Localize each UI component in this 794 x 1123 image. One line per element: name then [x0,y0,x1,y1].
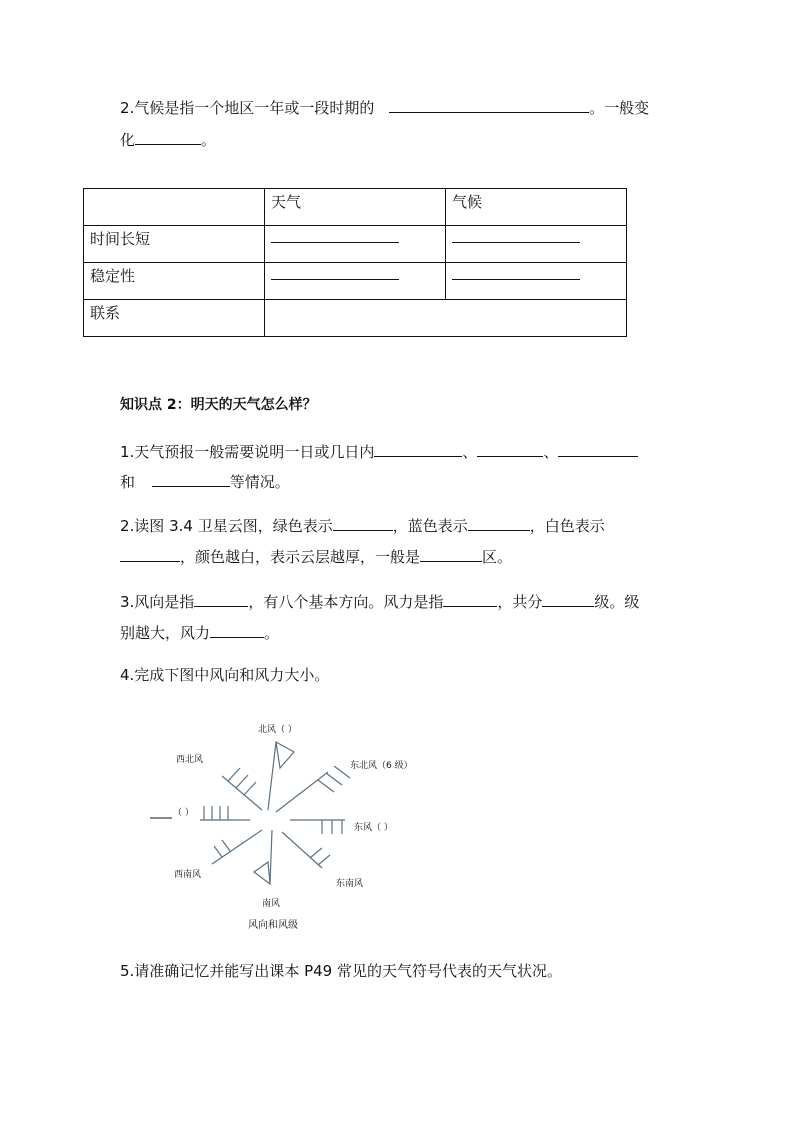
q2-blank-1[interactable] [389,98,589,113]
diagram-caption: 风向和风级 [248,920,298,931]
s2-q3-blank-2[interactable] [443,592,497,607]
southeast-barb [318,855,330,865]
northwest-barb [228,768,240,781]
north-arrow-shaft [268,742,276,810]
s2-q3-text-d: 级。级 [594,593,640,611]
northwest-barb [236,775,248,788]
s2-q1-sep-1: 、 [462,443,478,461]
s2-q3-line2 [120,623,279,642]
s2-q2-text-c: ，白色表示 [529,517,605,535]
table-header-weather: 天气 [265,189,446,226]
northeast-barb [326,773,342,785]
s2-q1-line2 [120,472,290,491]
s2-q3-line1 [120,592,639,611]
south-arrow-shaft [270,830,272,884]
s2-q1-line1 [120,442,638,461]
s2-q3-text-a: 3.风向是指 [120,593,195,611]
table-cell-blank[interactable] [265,263,446,300]
northeast-barb [334,766,350,778]
southeast-arrow-shaft [282,832,322,868]
northeast-arrow-shaft [276,772,328,812]
s2-q2-text-e: 区。 [482,548,513,566]
s2-q1-text-c: 等情况。 [229,473,290,491]
s2-q1-sep-2: 、 [543,443,559,461]
q2-text-a: 2.气候是指一个地区一年或一段时期的 [120,99,375,117]
north-pennant [276,742,294,768]
northeast-barb [318,780,334,792]
s2-q1-blank-1[interactable] [374,442,462,457]
s2-q2-line2 [120,547,512,566]
s2-q3-text-f: 。 [264,624,280,642]
table-header-climate: 气候 [446,189,627,226]
s2-q1-blank-4[interactable] [152,472,230,487]
s2-q2-text-a: 2.读图 3.4 卫星云图，绿色表示 [120,517,333,535]
southwest-barb [214,846,222,857]
s2-q3-blank-1[interactable] [194,592,248,607]
q2-line2 [120,130,216,149]
s2-q4: 4.完成下图中风向和风力大小。 [120,666,330,684]
s2-q2-blank-2[interactable] [468,516,530,531]
table-row [84,226,627,263]
southwest-barb [222,840,230,851]
label-southeast: 东南风 [336,879,364,889]
table-row [84,263,627,300]
s2-q1-text-a: 1.天气预报一般需要说明一日或几日内 [120,443,375,461]
table-row-label: 时间长短 [84,226,265,263]
s2-q3-text-e: 别越大，风力 [120,624,211,642]
s2-q3-text-b: ，有八个基本方向。风力是指 [248,593,444,611]
table-row-label: 联系 [84,300,265,337]
s2-q2-blank-1[interactable] [333,516,393,531]
s2-q1-blank-3[interactable] [558,442,638,457]
label-southwest: 西南风 [174,870,202,880]
label-east: 东风（ ） [354,823,393,833]
s2-q3-text-c: ，共分 [497,593,543,611]
s2-q2-line1 [120,516,605,535]
northwest-arrow-shaft [222,776,262,810]
s2-q5: 5.请准确记忆并能写出课本 P49 常见的天气符号代表的天气状况。 [120,962,562,980]
s2-q3-blank-4[interactable] [210,623,264,638]
table-cell-link[interactable] [265,300,627,337]
q2-text-d: 。 [201,131,217,149]
table-header-blank [84,189,265,226]
table-row-label: 稳定性 [84,263,265,300]
label-north: 北风（ ） [258,725,297,735]
table-cell-blank[interactable] [446,263,627,300]
s2-q1-blank-2[interactable] [477,442,543,457]
s2-q2-blank-3[interactable] [120,547,180,562]
s2-q3-blank-3[interactable] [542,592,594,607]
s2-q2-text-d: ，颜色越白，表示云层越厚，一般是 [180,548,421,566]
q2-text-b: 。一般变 [589,99,650,117]
q2-line1 [120,98,649,117]
q2-blank-2[interactable] [135,130,201,145]
southeast-barb [310,848,322,858]
q2-text-c: 化 [120,131,136,149]
table-cell-blank[interactable] [446,226,627,263]
southwest-arrow-shaft [212,830,262,864]
label-northeast: 东北风（6 级） [350,761,413,771]
label-south: 南风 [262,899,281,909]
s2-q2-text-b: ，蓝色表示 [392,517,468,535]
label-northwest: 西北风 [176,755,204,765]
northwest-barb [244,782,256,795]
table-row [84,300,627,337]
table-header-row [84,189,627,226]
weather-climate-table [83,188,627,337]
section2-heading: 知识点 2：明天的天气怎么样？ [120,397,317,413]
s2-q2-blank-4[interactable] [420,547,482,562]
label-west: （ ） [173,808,194,818]
s2-q1-text-b: 和 [120,473,136,491]
south-pennant [254,862,270,884]
table-cell-blank[interactable] [265,226,446,263]
